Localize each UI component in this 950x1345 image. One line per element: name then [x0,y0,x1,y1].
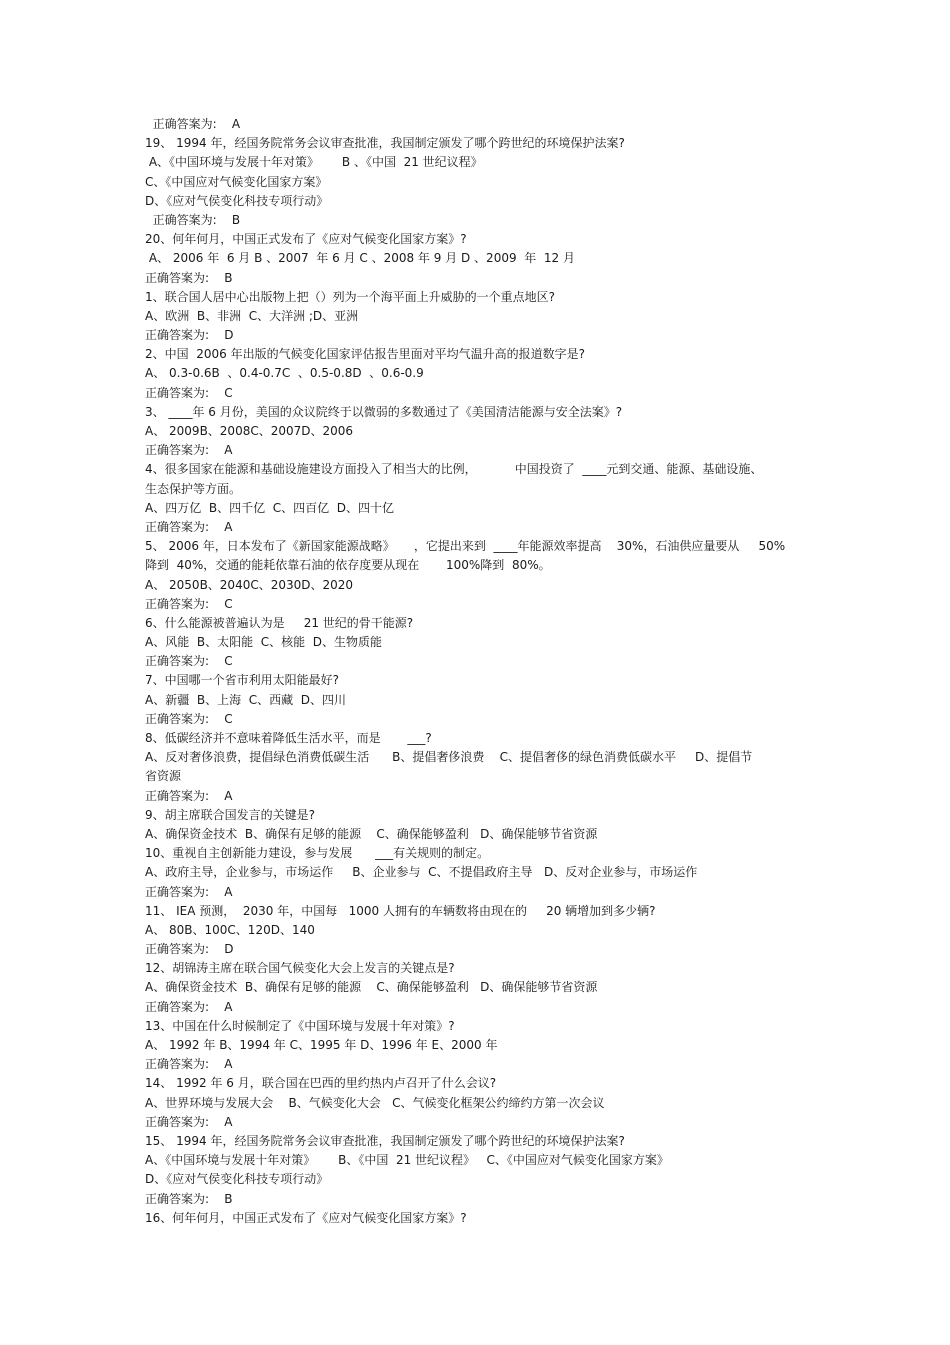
text-line: 8、低碳经济并不意味着降低生活水平，而是 ___? [145,731,432,745]
text-line: 正确答案为: C [145,654,233,669]
text-line: A、四万亿 B、四千亿 C、四百亿 D、四十亿 [145,500,394,515]
text-line: 正确答案为: A [145,443,233,458]
text-line: A、确保资金技术 B、确保有足够的能源 C、确保能够盈利 D、确保能够节省资源 [145,826,598,841]
text-line: 4、很多国家在能源和基础设施建设方面投入了相当大的比例， 中国投资了 ____元到交通、能源、基础设施、 [145,462,763,477]
text-line: 正确答案为: A [145,788,233,803]
text-line: 7、中国哪一个省市利用太阳能最好? [145,673,340,688]
text-line: 13、中国在什么时候制定了《中国环境与发展十年对策》? [145,1018,455,1033]
text-line: 9、胡主席联合国发言的关键是? [145,807,316,822]
text-line: A、 1992 年 B、1994 年 C、1995 年 D、1996 年 E、2000 年 [145,1038,498,1052]
text-line: 正确答案为: C [145,596,233,611]
text-line: 14、 1992 年 6 月，联合国在巴西的里约热内卢召开了什么会议? [145,1076,497,1091]
text-line: 正确答案为: A [145,519,233,534]
text-line: A、《中国环境与发展十年对策》 B 、《中国 21 世纪议程》 [145,155,483,170]
text-line: 生态保护等方面。 [145,481,242,496]
text-line: 正确答案为: D [145,328,234,343]
text-line: A、风能 B、太阳能 C、核能 D、生物质能 [145,635,382,650]
text-line: 降到 40%，交通的能耗依靠石油的依存度要从现在 100%降到 80%。 [145,558,551,573]
text-line: A、世界环境与发展大会 B、气候变化大会 C、气候变化框架公约缔约方第一次会议 [145,1095,605,1110]
text-line: 正确答案为: A [145,1057,233,1072]
text-line: 正确答案为: C [145,385,233,400]
text-line: 正确答案为: A [145,884,233,899]
text-line: 6、什么能源被普遍认为是 21 世纪的骨干能源? [145,615,414,630]
text-line: A、 2009B、2008C、2007D、2006 [145,424,354,438]
text-line: 正确答案为: B [145,212,241,227]
text-line: 5、 2006 年，日本发布了《新国家能源战略》 ，它提出来到 ____年能源效率提高 30%，石油供应量要从 50% [145,539,786,554]
text-line: A、 2050B、2040C、2030D、2020 [145,577,354,592]
text-line: 正确答案为: A [145,999,233,1014]
text-line: C、《中国应对气候变化国家方案》 [145,174,328,189]
text-line: A、确保资金技术 B、确保有足够的能源 C、确保能够盈利 D、确保能够节省资源 [145,980,598,995]
document-body [145,115,815,1228]
text-line: 19、 1994 年，经国务院常务会议审查批准，我国制定颁发了哪个跨世纪的环境保护法案? [145,136,625,151]
text-line: D、《应对气侯变化科技专项行动》 [145,1172,329,1187]
text-line: 3、 ____年 6 月份，美国的众议院终于以微弱的多数通过了《美国清洁能源与安全法案》? [145,404,623,419]
text-line: 正确答案为: A [145,1114,233,1129]
text-line: D、《应对气侯变化科技专项行动》 [145,193,329,208]
text-line: 15、 1994 年，经国务院常务会议审查批准，我国制定颁发了哪个跨世纪的环境保护法案? [145,1133,625,1148]
text-line: A、 0.3-0.6B 、0.4-0.7C 、0.5-0.8D 、0.6-0.9 [145,366,424,381]
text-line: 20、何年何月，中国正式发布了《应对气候变化国家方案》? [145,232,467,247]
text-line: 2、中国 2006 年出版的气候变化国家评估报告里面对平均气温升高的报道数字是? [145,347,585,362]
text-line: A、欧洲 B、非洲 C、大洋洲 ;D、亚洲 [145,308,359,323]
text-line: 正确答案为: D [145,942,234,957]
text-line: 正确答案为: C [145,711,233,726]
text-line: 16、何年何月，中国正式发布了《应对气候变化国家方案》? [145,1210,467,1225]
text-line: 正确答案为: B [145,270,233,285]
text-line: 省资源 [145,769,182,784]
text-line: 12、胡锦涛主席在联合国气候变化大会上发言的关键点是? [145,961,455,976]
text-line: A、 2006 年 6 月 B 、2007 年 6 月 C 、2008 年 9 月 D 、2009 年 12 月 [145,251,575,266]
text-line: A、政府主导，企业参与，市场运作 B、企业参与 C、不提倡政府主导 D、反对企业参与，市场运作 [145,865,698,880]
text-line: A、反对奢侈浪费，提倡绿色消费低碳生活 B、提倡奢侈浪费 C、提倡奢侈的绿色消费低碳水平 D、提倡节 [145,750,753,765]
text-line: 11、 IEA 预测， 2030 年，中国每 1000 人拥有的车辆数将由现在的 20 辆增加到多少辆? [145,903,656,918]
text-line: A、 80B、100C、120D、140 [145,922,315,937]
text-line: 正确答案为: A [145,117,241,131]
text-line: 正确答案为: B [145,1191,233,1206]
text-line: A、新疆 B、上海 C、西藏 D、四川 [145,692,346,707]
text-line: 1、联合国人居中心出版物上把（）列为一个海平面上升威胁的一个重点地区? [145,289,556,304]
text-line: 10、重视自主创新能力建设，参与发展 ___有关规则的制定。 [145,846,490,861]
text-line: A、《中国环境与发展十年对策》 B、《中国 21 世纪议程》 C、《中国应对气候变化国家方案》 [145,1153,669,1168]
